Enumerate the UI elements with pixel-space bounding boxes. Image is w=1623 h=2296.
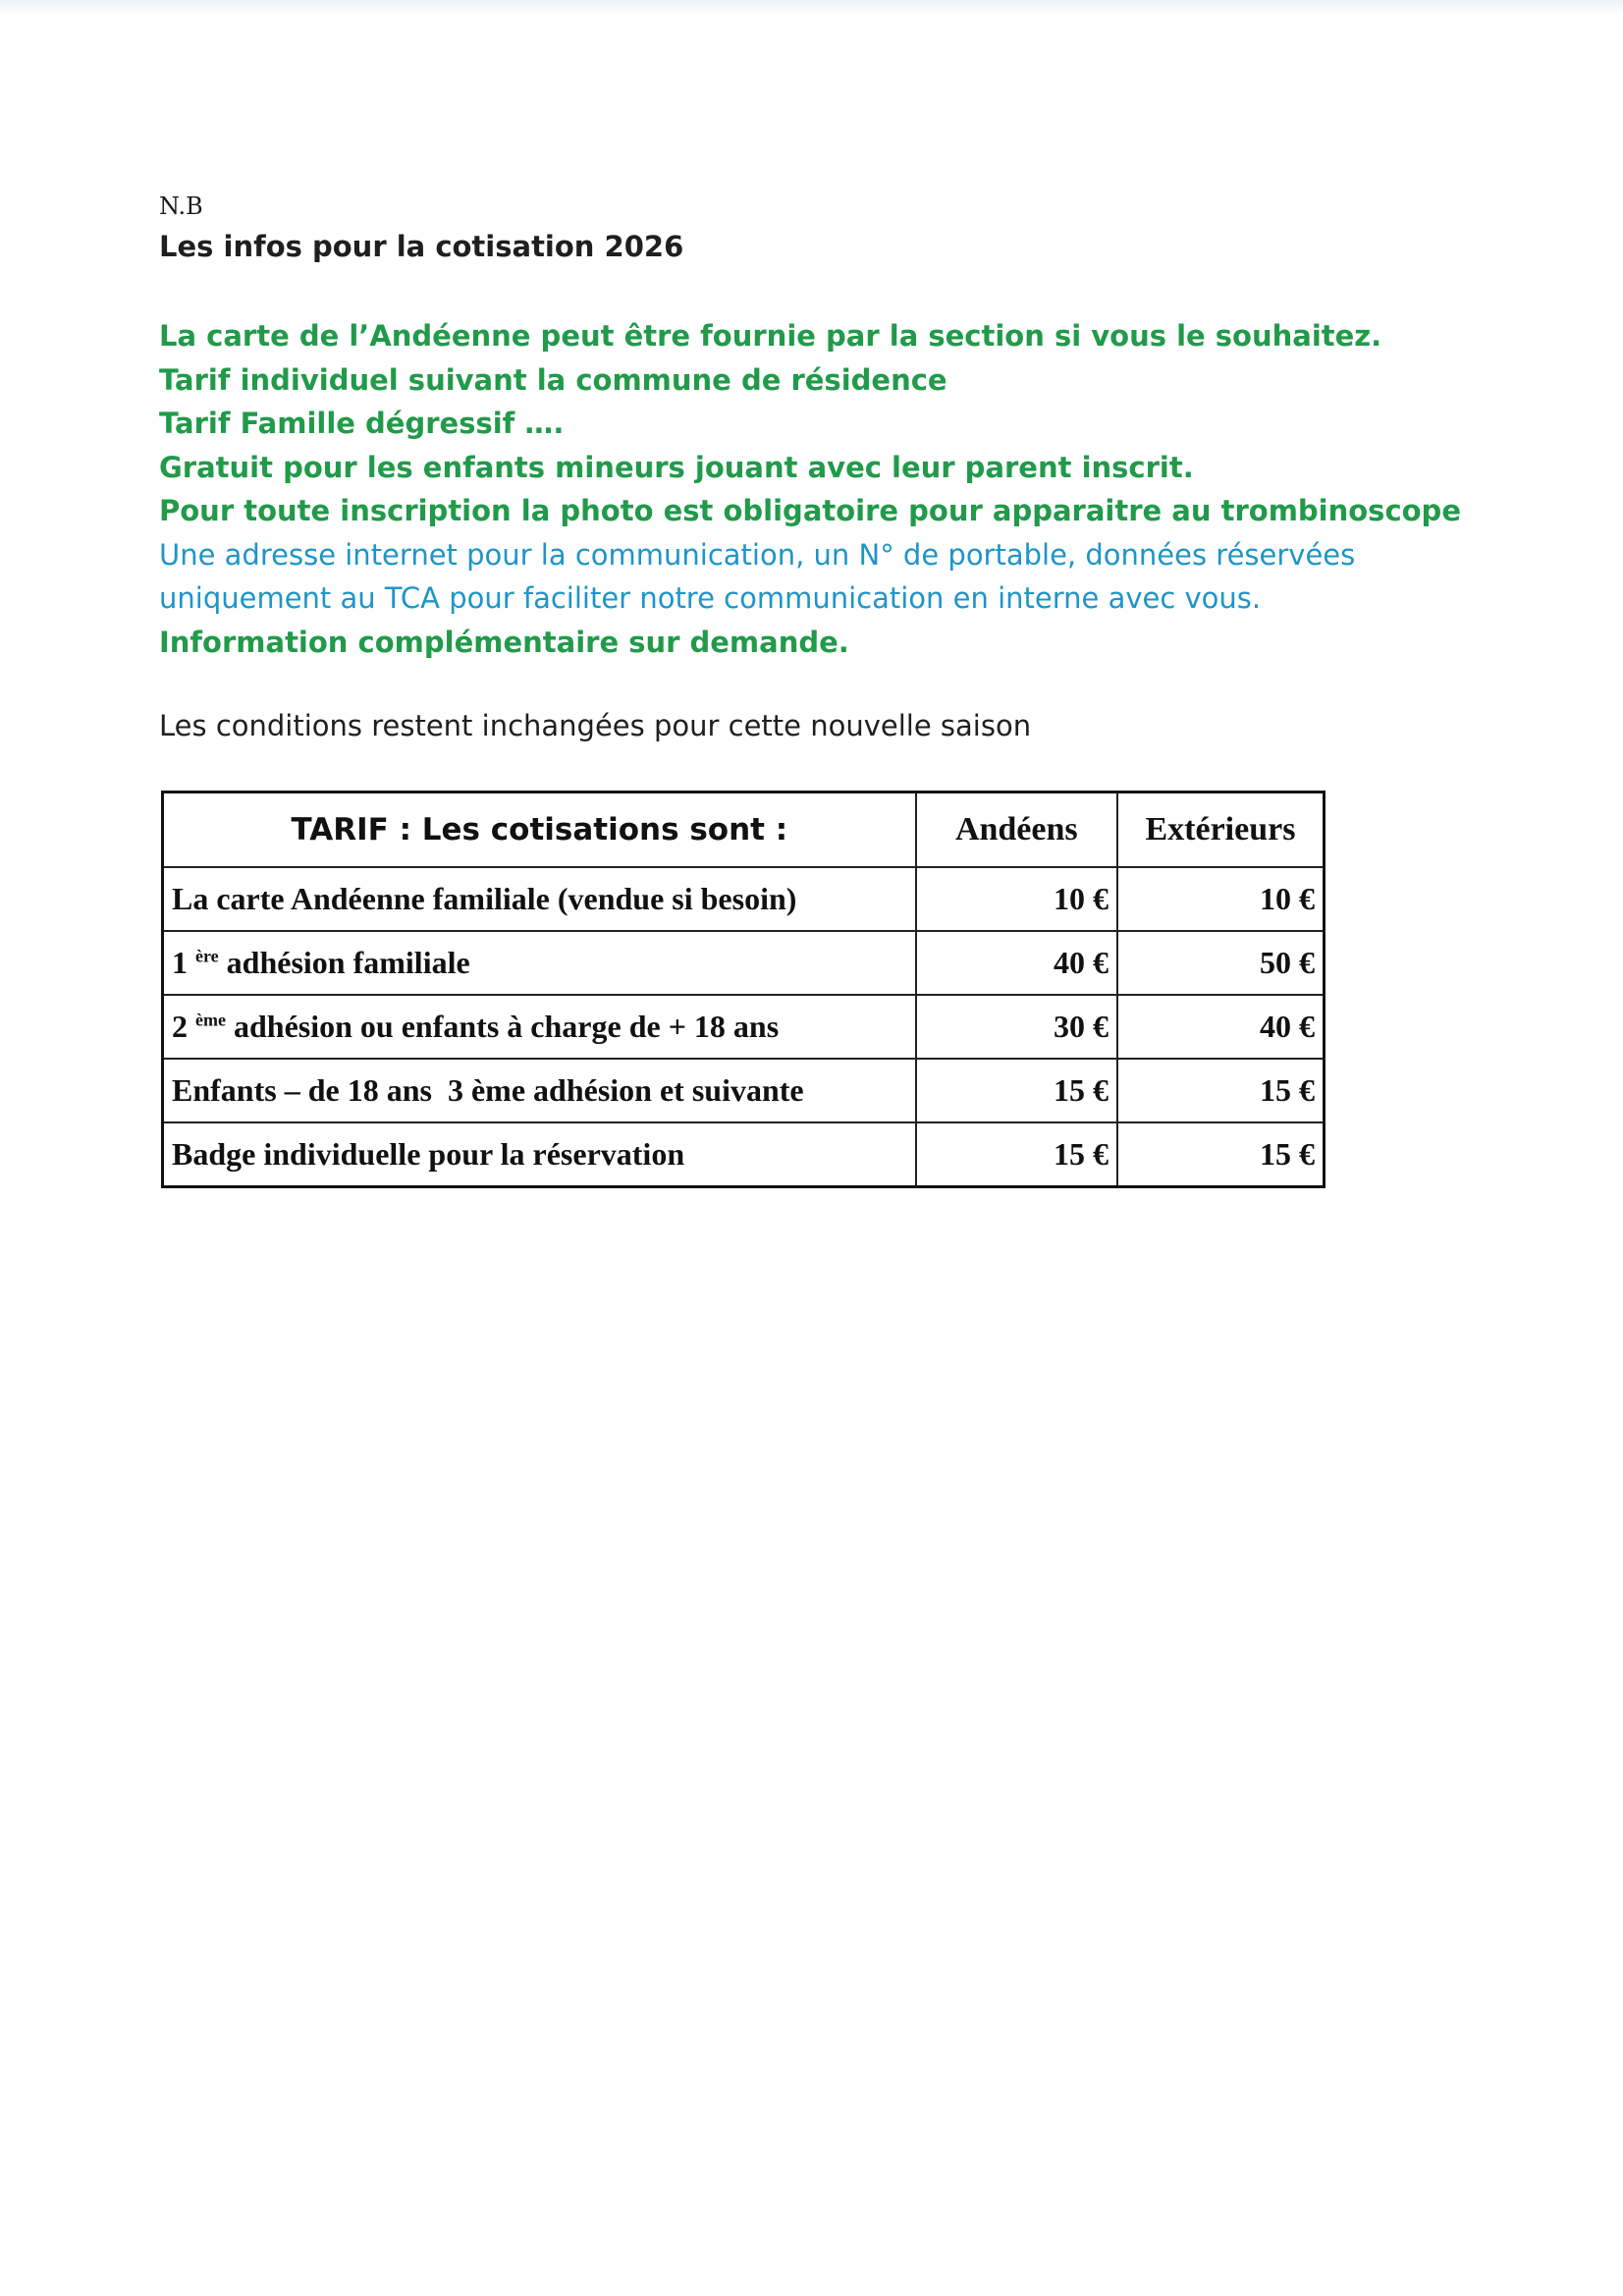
table-row bbox=[163, 995, 1325, 1059]
header-exterieurs: Extérieurs bbox=[1117, 793, 1325, 868]
conditions-text: Les conditions restent inchangées pour cette nouvelle saison bbox=[159, 709, 1032, 742]
table-row bbox=[163, 931, 1325, 995]
row-label: Enfants – de 18 ans 3 ème adhésion et suivante bbox=[163, 1059, 916, 1122]
row-label bbox=[163, 995, 916, 1059]
table-row bbox=[163, 1122, 1325, 1187]
price-exterieurs: 40 € bbox=[1117, 995, 1325, 1059]
tarif-table bbox=[161, 791, 1325, 1188]
info-line: Pour toute inscription la photo est obligatoire pour apparaitre au trombinoscope bbox=[159, 494, 1461, 527]
row-label bbox=[163, 931, 916, 995]
row-superscript: ère bbox=[195, 946, 219, 966]
info-line: Tarif individuel suivant la commune de résidence bbox=[159, 362, 947, 397]
row-label-text: adhésion ou enfants à charge de + 18 ans bbox=[225, 1009, 780, 1044]
row-label-text: adhésion familiale bbox=[218, 945, 470, 980]
price-andeens: 40 € bbox=[916, 931, 1117, 995]
header-label: TARIF : Les cotisations sont : bbox=[163, 793, 916, 868]
row-prefix: 1 bbox=[172, 945, 195, 980]
info-line: Information complémentaire sur demande. bbox=[159, 625, 849, 659]
info-lines bbox=[159, 314, 1461, 664]
price-andeens: 15 € bbox=[916, 1059, 1117, 1122]
header-andeens: Andéens bbox=[916, 793, 1117, 868]
row-superscript: ème bbox=[195, 1010, 226, 1030]
info-line: uniquement au TCA pour faciliter notre communication en interne avec vous. bbox=[159, 581, 1262, 615]
row-prefix: 2 bbox=[172, 1009, 195, 1044]
row-label: La carte Andéenne familiale (vendue si besoin) bbox=[163, 867, 916, 931]
row-label: Badge individuelle pour la réservation bbox=[163, 1122, 916, 1187]
table-row bbox=[163, 867, 1325, 931]
table-row bbox=[163, 1059, 1325, 1122]
price-exterieurs: 15 € bbox=[1117, 1059, 1325, 1122]
price-exterieurs: 50 € bbox=[1117, 931, 1325, 995]
price-exterieurs: 15 € bbox=[1117, 1122, 1325, 1187]
scan-edge bbox=[0, 0, 1623, 14]
info-line: Gratuit pour les enfants mineurs jouant avec leur parent inscrit. bbox=[159, 450, 1194, 484]
price-andeens: 10 € bbox=[916, 867, 1117, 931]
price-andeens: 30 € bbox=[916, 995, 1117, 1059]
price-andeens: 15 € bbox=[916, 1122, 1117, 1187]
info-line: Tarif Famille dégressif …. bbox=[159, 407, 565, 440]
nb-note: N.B bbox=[159, 192, 203, 220]
info-line: Une adresse internet pour la communication, un N° de portable, données réservées bbox=[159, 537, 1356, 572]
price-exterieurs: 10 € bbox=[1117, 867, 1325, 931]
info-line: La carte de l’Andéenne peut être fournie par la section si vous le souhaitez. bbox=[159, 319, 1382, 353]
table-header-row bbox=[163, 793, 1325, 868]
intro-heading: Les infos pour la cotisation 2026 bbox=[159, 230, 684, 263]
